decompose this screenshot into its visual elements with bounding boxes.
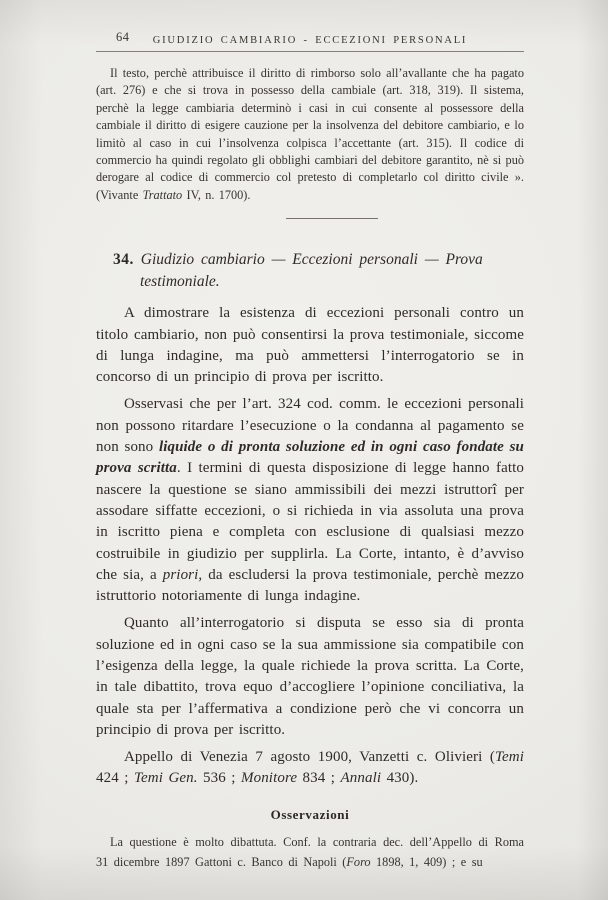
quote-paragraph: Il testo, perchè attribuisce il diritto di rimborso solo all’avallante che ha pagato (art. 276) e che si trova in possesso della cambiale (art. 318, 319). Il sistema, perchè la legge cambiaria determinò i casi in cui consente al possessore della cambiale il diritto di esigere cauzione per la insolvenza del debitore cambiario, e lo limitò al caso in cui l’insolvenza colpisca l’accettante (art. 315). Il codice di commercio ha quindi regolato gli obblighi cambiari del debitore garantito, nè si può derogare al codice di commercio col pretesto di completarlo col diritto civile ». (Vivante Trattato IV, n. 1700).: [96, 66, 524, 202]
header-rule: [96, 51, 524, 52]
page-number: 64: [116, 30, 130, 44]
osservazioni-paragraph: La questione è molto dibattuta. Conf. la contraria dec. dell’Appello di Roma 31 dicembre 1897 Gattoni c. Banco di Napoli (Foro 1898, 1, 409) ; e su: [96, 834, 524, 870]
paragraph-osservasi: Osservasi che per l’art. 324 cod. comm. le eccezioni personali non possono ritardare l’esecuzione o la condanna al pagamento se non sono liquide o di pronta soluzione ed in ogni caso fondate su prova scritta. I termini di questa disposizione di legge hanno fatto nascere la questione se siano ammissibili dei mezzi istruttorî per assodare siffatte eccezioni, o si richieda in via assoluta una prova in iscritto piena e completa con esclusione di qualsiasi mezzo costruibile in giudizio per supplirla. La Corte, intanto, è d’avviso che sia, a priori, da escludersi la prova testimoniale, perchè mezzo istruttorio notoriamente di lunga indagine.: [96, 396, 525, 605]
citation-paragraph: Appello di Venezia 7 agosto 1900, Vanzetti c. Olivieri (Temi 424 ; Temi Gen. 536 ; Monitore 834 ; Annali 430).: [96, 749, 524, 787]
section-title: Giudizio cambiario — Eccezioni personali — Prova testimoniale.: [140, 251, 483, 291]
osservazioni-heading: Osservazioni: [270, 806, 350, 822]
paragraph-quanto: Quanto all’interrogatorio si disputa se esso sia di pronta soluzione ed in ogni caso se la sua ammissione sia compatibile con l’esigenza della legge, la quale richiede la prova scritta. La Corte, in tale dibattito, trova equo d’accogliere l’opinione conciliativa, la quale sta per l’affermativa a condizione però che vi concorra un principio di prova per iscritto.: [96, 615, 524, 738]
section-number: 34.: [113, 251, 134, 269]
running-head: GIUDIZIO CAMBIARIO - ECCEZIONI PERSONALI: [152, 35, 468, 46]
section-heading: [96, 249, 524, 293]
section-divider: [286, 218, 378, 219]
paragraph-massima: A dimostrare la esistenza di eccezioni personali contro un titolo cambiario, non può consentirsi la prova testimoniale, siccome di lunga indagine, ma può ammettersi l’interrogatorio se in concorso di un principio di prova per iscritto.: [96, 305, 524, 386]
page-header: [96, 30, 524, 46]
